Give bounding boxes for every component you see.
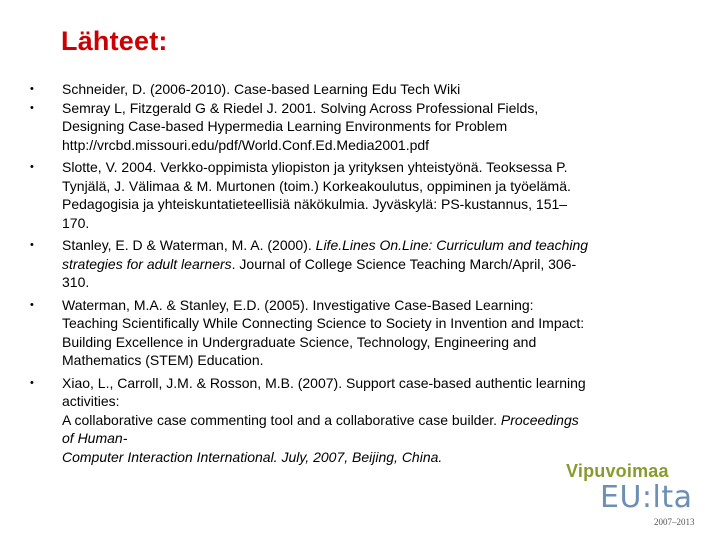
reference-list — [26, 80, 666, 466]
reference-item — [26, 374, 666, 467]
reference-title-italic: Computer Interaction International. July, 2007, Beijing, China. — [62, 448, 443, 465]
reference-item — [26, 296, 666, 370]
reference-text-line: Schneider, D. (2006-2010). Case-based Learning Edu Tech Wiki — [62, 81, 461, 97]
reference-item — [26, 99, 666, 155]
reference-item — [26, 236, 666, 292]
vipuvoimaa-eu-logo — [566, 461, 706, 529]
bullet-icon: • — [30, 161, 34, 173]
reference-text-line: Designing Case-based Hypermedia Learning Environments for Problem — [62, 118, 508, 134]
reference-text: . Journal of College Science Teaching March/April, 306- — [231, 255, 577, 272]
reference-text-line — [62, 429, 666, 448]
reference-text-line: Teaching Scientifically While Connecting Science to Society in Invention and Impact: — [62, 315, 585, 331]
reference-text-line: Semray L, Fitzgerald G & Riedel J. 2001. Solving Across Professional Fields, — [62, 99, 539, 116]
bullet-icon: • — [30, 239, 34, 251]
reference-text-line: Pedagogisia ja yhteiskuntatieteellisiä näkökulmia. Jyväskylä: PS-kustannus, 151– — [62, 196, 568, 212]
reference-title-italic: Life.Lines On.Line: Curriculum and teaching — [315, 237, 589, 253]
reference-title-italic: strategies for adult learners — [62, 255, 232, 272]
logo-years: 2007–2013 — [654, 517, 695, 527]
bullet-icon: • — [30, 101, 34, 114]
logo-wordmark: EU:lta — [600, 480, 693, 515]
reference-text: A collaborative case commenting tool and a collaborative case builder. — [62, 411, 501, 428]
bullet-icon: • — [30, 376, 34, 389]
reference-url: http://vrcbd.missouri.edu/pdf/World.Conf.Ed.Media2001.pdf — [62, 136, 430, 153]
reference-text-line: Slotte, V. 2004. Verkko-oppimista yliopiston ja yrityksen yhteistyönä. Teoksessa P. — [62, 159, 568, 175]
logo-tagline: Vipuvoimaa — [566, 461, 669, 481]
bullet-icon: • — [30, 83, 34, 95]
bullet-icon: • — [30, 298, 34, 311]
reference-title-italic: of Human- — [62, 430, 128, 446]
reference-text-line: Xiao, L., Carroll, J.M. & Rosson, M.B. (2007). Support case-based authentic learning — [62, 374, 586, 391]
reference-text-line: Building Excellence in Undergraduate Science, Technology, Engineering and — [62, 333, 537, 350]
reference-item — [26, 158, 666, 232]
slide-title: Lähteet: — [61, 26, 168, 56]
reference-title-italic: Proceedings — [500, 411, 579, 428]
reference-text: Stanley, E. D & Waterman, M. A. (2000). — [62, 237, 316, 253]
reference-text-line: 170. — [62, 214, 90, 231]
reference-text-line: Waterman, M.A. & Stanley, E.D. (2005). Investigative Case-Based Learning: — [62, 296, 534, 313]
reference-text-line — [62, 411, 666, 430]
reference-text-line: Mathematics (STEM) Education. — [62, 352, 264, 368]
reference-item — [26, 80, 666, 99]
reference-text-line: Tynjälä, J. Välimaa & M. Murtonen (toim.) Korkeakoulutus, oppiminen ja työelämä. — [62, 177, 571, 194]
reference-text-line: 310. — [62, 274, 90, 290]
reference-text-line: activities: — [62, 393, 120, 409]
reference-text-line — [62, 255, 666, 274]
reference-text-line — [62, 236, 666, 255]
